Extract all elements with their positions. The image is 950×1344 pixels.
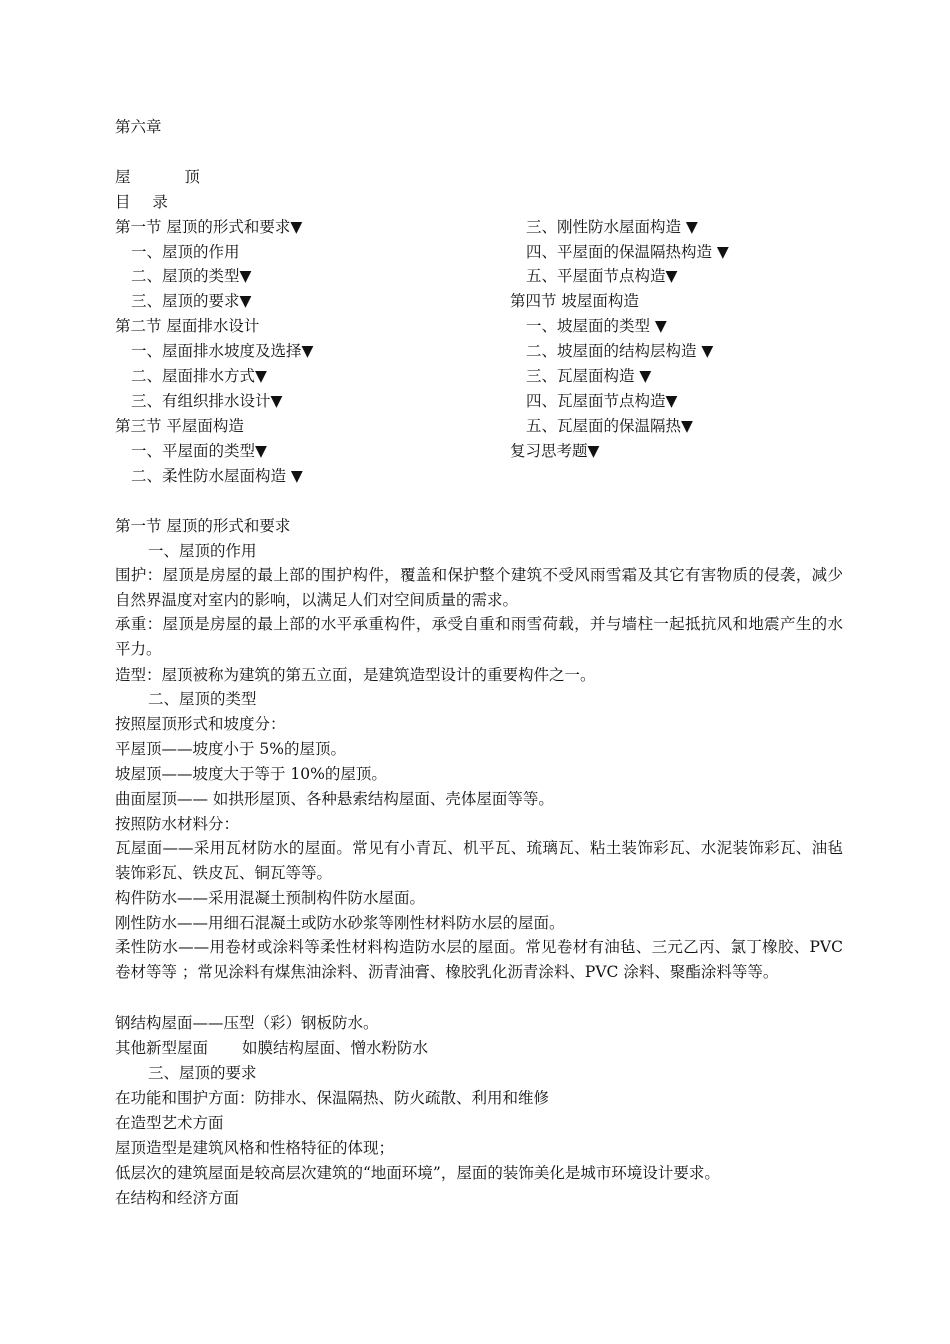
toc-item[interactable]: 二、屋面排水方式▼ bbox=[131, 367, 267, 385]
toc-item[interactable]: 第三节 平屋面构造 bbox=[115, 417, 244, 435]
toc-item[interactable]: 第二节 屋面排水设计 bbox=[115, 317, 260, 335]
other-roof-label: 其他新型屋面 bbox=[115, 1039, 209, 1057]
text-line: 平屋顶——坡度小于 5%的屋顶。 bbox=[115, 740, 347, 758]
toc-item[interactable]: 二、坡屋面的结构层构造 ▼ bbox=[526, 342, 714, 360]
other-roof-desc: 如膜结构屋面、憎水粉防水 bbox=[242, 1039, 429, 1057]
text-line: 坡屋顶——坡度大于等于 10%的屋顶。 bbox=[115, 765, 387, 783]
toc-item[interactable]: 四、平屋面的保温隔热构造 ▼ bbox=[526, 243, 729, 261]
text-line: 在造型艺术方面 bbox=[115, 1114, 224, 1132]
text-line: 在功能和围护方面：防排水、保温隔热、防火疏散、利用和维修 bbox=[115, 1089, 550, 1107]
toc-item[interactable]: 二、柔性防水屋面构造 ▼ bbox=[131, 467, 303, 485]
paragraph-tile-roof: 瓦屋面——采用瓦材防水的屋面。常见有小青瓦、机平瓦、琉璃瓦、粘土装饰彩瓦、水泥装饰彩瓦、油毡装饰彩瓦、铁皮瓦、铜瓦等等。 bbox=[115, 839, 843, 882]
toc-heading bbox=[115, 192, 168, 212]
toc-item[interactable]: 二、屋顶的类型▼ bbox=[131, 267, 252, 285]
toc-item[interactable]: 第四节 坡屋面构造 bbox=[510, 292, 639, 310]
toc-heading-char-1: 目 bbox=[115, 193, 131, 211]
chapter-title bbox=[115, 167, 200, 187]
toc-item[interactable]: 一、坡屋面的类型 ▼ bbox=[526, 317, 667, 335]
text-line: 构件防水——采用混凝土预制构件防水屋面。 bbox=[115, 889, 426, 907]
toc-item[interactable]: 第一节 屋顶的形式和要求▼ bbox=[115, 218, 303, 236]
text-line: 在结构和经济方面 bbox=[115, 1189, 240, 1207]
toc-item[interactable]: 五、瓦屋面的保温隔热▼ bbox=[526, 417, 693, 435]
text-line: 刚性防水——用细石混凝土或防水砂浆等刚性材料防水层的屋面。 bbox=[115, 914, 565, 932]
text-line: 屋顶造型是建筑风格和性格特征的体现； bbox=[115, 1139, 395, 1157]
text-line bbox=[115, 1038, 428, 1058]
toc-item[interactable]: 三、有组织排水设计▼ bbox=[131, 392, 283, 410]
chapter-title-char-2: 顶 bbox=[184, 168, 200, 186]
toc-item[interactable]: 一、屋顶的作用 bbox=[131, 243, 240, 261]
paragraph-flexible-wp: 柔性防水——用卷材或涂料等柔性材料构造防水层的屋面。常见卷材有油毡、三元乙丙、氯丁橡胶、PVC 卷材等等 ；常见涂料有煤焦油涂料、沥青油膏、橡胶乳化沥青涂料、PVC 涂料、聚酯涂料等等。 bbox=[115, 938, 843, 981]
toc-item[interactable]: 四、瓦屋面节点构造▼ bbox=[526, 392, 678, 410]
toc-item[interactable]: 三、屋顶的要求▼ bbox=[131, 292, 252, 310]
toc-item[interactable]: 复习思考题▼ bbox=[510, 442, 600, 460]
toc-item[interactable]: 一、平屋面的类型▼ bbox=[131, 442, 267, 460]
toc-item[interactable]: 三、瓦屋面构造 ▼ bbox=[526, 367, 652, 385]
toc-heading-char-2: 录 bbox=[152, 193, 168, 211]
paragraph-zaoxing: 造型：屋顶被称为建筑的第五立面，是建筑造型设计的重要构件之一。 bbox=[115, 666, 596, 684]
text-line: 曲面屋顶—— 如拱形屋顶、各种悬索结构屋面、壳体屋面等等。 bbox=[115, 790, 554, 808]
chapter-title-char-1: 屋 bbox=[115, 168, 131, 186]
paragraph-chengzhong: 承重：屋顶是房屋的最上部的水平承重构件，承受自重和雨雪荷载，并与墙柱一起抵抗风和地震产生的水平力。 bbox=[115, 615, 843, 658]
section-heading: 第一节 屋顶的形式和要求 bbox=[115, 517, 291, 535]
text-line: 按照防水材料分： bbox=[115, 815, 240, 833]
text-line: 钢结构屋面——压型（彩）钢板防水。 bbox=[115, 1014, 379, 1032]
toc-item[interactable]: 一、屋面排水坡度及选择▼ bbox=[131, 342, 314, 360]
chapter-number: 第六章 bbox=[115, 118, 162, 136]
text-line: 低层次的建筑屋面是较高层次建筑的“地面环境”，屋面的装饰美化是城市环境设计要求。 bbox=[115, 1164, 720, 1182]
text-line: 按照屋顶形式和坡度分： bbox=[115, 715, 286, 733]
subsection-heading: 二、屋顶的类型 bbox=[148, 690, 257, 708]
subsection-heading: 一、屋顶的作用 bbox=[148, 542, 257, 560]
toc-item[interactable]: 五、平屋面节点构造▼ bbox=[526, 267, 678, 285]
subsection-heading: 三、屋顶的要求 bbox=[148, 1064, 257, 1082]
toc-item[interactable]: 三、刚性防水屋面构造 ▼ bbox=[526, 218, 698, 236]
paragraph-weihu: 围护：屋顶是房屋的最上部的围护构件，覆盖和保护整个建筑不受风雨雪霜及其它有害物质的侵袭，减少自然界温度对室内的影响，以满足人们对空间质量的需求。 bbox=[115, 566, 843, 609]
